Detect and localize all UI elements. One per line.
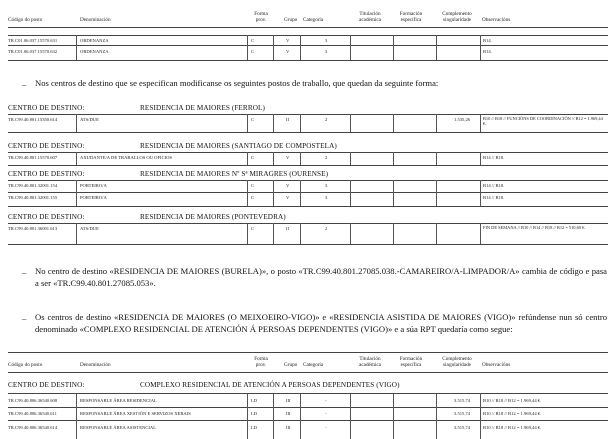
cell-obs: FIN DE SEMANA // B10 // B14 // B18 // B12 = 510,60 €.	[483, 225, 586, 230]
cell-comp: 3.515,74	[454, 411, 471, 416]
cell-obs: B14 // B18.	[483, 195, 505, 200]
cell-code: TR.C99.40.806.36540.614	[8, 425, 58, 430]
cell-code: TR.C99.40.806.36540.611	[8, 411, 57, 416]
cell-cat: 3	[325, 183, 328, 188]
cell-denom: ORDENANZA	[80, 49, 109, 54]
cell-cat: 2	[325, 155, 328, 160]
cell-denom: RESPONSABLE ÁREA ASISTENCIAL	[80, 425, 157, 430]
centre-label: CENTRO DE DESTINO:	[8, 170, 85, 178]
header-complemento: Complemento singularidade	[442, 356, 472, 368]
col-divider	[76, 223, 77, 244]
cell-forma: LD	[251, 411, 258, 416]
cell-code: TR.C01.06.037.15570.631	[8, 38, 58, 43]
cell-cat: -	[325, 425, 327, 430]
centre-name-ferrol: RESIDENCIA DE MAIORES (FERROL)	[140, 104, 265, 112]
col-divider	[273, 180, 274, 206]
col-divider	[480, 180, 481, 206]
col-divider	[300, 35, 301, 60]
cell-obs: B10 // B18 // FUNCIÓNS DE COORDINACIÓN // B12 = 1.969,44 €.	[483, 116, 603, 127]
header-formacion: Formación específica	[399, 11, 423, 23]
col-divider	[76, 180, 77, 206]
col-divider	[76, 35, 77, 60]
centre-label: CENTRO DE DESTINO:	[8, 213, 85, 221]
cell-denom: PORTEIRO/A	[80, 183, 107, 188]
cell-denom: PORTEIRO/A	[80, 195, 107, 200]
col-divider	[480, 152, 481, 165]
paragraph-modifications: Nos centros de destino que se especifican modificanse os seguintes postos de traballo, que quedan da seguinte forma:	[35, 78, 439, 88]
col-divider	[247, 114, 248, 132]
header-observacions: Observacións	[482, 362, 511, 368]
centre-label: CENTRO DE DESTINO:	[8, 381, 85, 389]
cell-forma: LD	[251, 425, 258, 430]
header-rule	[8, 372, 608, 373]
row-rule	[8, 393, 608, 394]
cell-comp: 3.515,74	[454, 398, 471, 403]
row-rule	[8, 420, 608, 421]
col-divider	[350, 180, 351, 206]
header-top-rule	[8, 352, 608, 353]
cell-cat: 2	[325, 117, 328, 122]
col-divider	[350, 152, 351, 165]
cell-code: TR.C01.06.037.15570.632	[8, 49, 58, 54]
cell-cat: 3	[325, 195, 328, 200]
cell-code: TR.C99.40.801.32001.154	[8, 183, 58, 188]
col-divider	[393, 223, 394, 244]
cell-grupo: III	[286, 398, 291, 403]
row-rule	[8, 223, 608, 224]
cell-code: TR.C99.40.801.15350.614	[8, 117, 58, 122]
cell-obs: B14.	[483, 49, 492, 54]
cell-cat: -	[325, 411, 327, 416]
cell-comp: 1.535,26	[454, 117, 471, 122]
cell-denom: ATS/DUE	[80, 226, 99, 231]
col-divider	[273, 223, 274, 244]
cell-code: TR.C99.40.801.36001.613	[8, 226, 58, 231]
header-observacions: Observacións	[482, 17, 511, 23]
col-divider	[393, 35, 394, 60]
row-rule	[8, 35, 608, 36]
header-denominacion: Denominación	[80, 17, 111, 23]
cell-forma: C	[251, 195, 255, 200]
centre-name-vigo-complex: COMPLEXO RESIDENCIAL DE ATENCIÓN A PERSOAS DEPENDENTES (VIGO)	[140, 381, 400, 389]
col-divider	[350, 393, 351, 439]
row-rule	[8, 180, 608, 181]
cell-code: TR.C99.40.801.15570.607	[8, 155, 58, 160]
header-denominacion: Denominación	[80, 362, 111, 368]
col-divider	[480, 223, 481, 244]
centre-label: CENTRO DE DESTINO:	[8, 104, 85, 112]
row-rule	[8, 165, 608, 166]
col-divider	[350, 114, 351, 132]
centre-name-santiago: RESIDENCIA DE MAIORES (SANTIAGO DE COMPOSTELA)	[140, 142, 337, 150]
cell-forma: LD	[251, 398, 258, 403]
cell-forma: C	[251, 49, 255, 54]
bullet-dash: –	[22, 313, 27, 323]
cell-obs: B14.	[483, 38, 492, 43]
col-divider	[436, 152, 437, 165]
centre-label: CENTRO DE DESTINO:	[8, 142, 85, 150]
cell-denom: ATS/DUE	[80, 117, 99, 122]
cell-code: TR.C99.40.806.36540.608	[8, 398, 58, 403]
header-titulacion: Titulación académica	[359, 11, 381, 23]
cell-grupo: V	[286, 155, 290, 160]
cell-grupo: III	[286, 411, 291, 416]
bullet-dash: –	[22, 79, 27, 89]
col-divider	[273, 152, 274, 165]
col-divider	[300, 180, 301, 206]
col-divider	[273, 114, 274, 132]
cell-obs: B10 // B18 // B12 = 1.969,44 €.	[483, 411, 542, 416]
row-rule	[8, 206, 608, 207]
cell-forma: C	[251, 183, 255, 188]
col-divider	[436, 180, 437, 206]
cell-denom: ORDENANZA	[80, 38, 109, 43]
cell-forma: C	[251, 117, 255, 122]
centre-name-ourense: RESIDENCIA DE MAIORES Nº Sª MIRAGRES (OURENSE)	[140, 170, 329, 178]
col-divider	[247, 393, 248, 439]
cell-cat: 3	[325, 49, 328, 54]
col-divider	[436, 35, 437, 60]
cell-grupo: II	[286, 226, 290, 231]
cell-obs: B10 // B18 // B12 = 1.969,44 €.	[483, 425, 542, 430]
cell-cat: -	[325, 398, 327, 403]
cell-forma: C	[251, 38, 255, 43]
header-rule	[8, 27, 608, 28]
col-divider	[247, 223, 248, 244]
cell-grupo: V	[286, 183, 290, 188]
header-forma: Forma prov.	[254, 11, 268, 23]
row-rule	[8, 45, 608, 46]
col-divider	[393, 152, 394, 165]
col-divider	[247, 35, 248, 60]
header-grupo: Grupo	[284, 17, 298, 23]
cell-grupo: III	[286, 425, 291, 430]
header-formacion: Formación específica	[399, 356, 423, 368]
header-categoria: Categoría	[303, 17, 324, 23]
row-rule	[8, 192, 608, 193]
row-rule	[8, 244, 608, 245]
col-divider	[273, 35, 274, 60]
col-divider	[480, 35, 481, 60]
header-codigo: Código do posto	[8, 362, 43, 368]
row-rule	[8, 152, 608, 153]
col-divider	[480, 114, 481, 132]
cell-comp: 3.515,74	[454, 425, 471, 430]
col-divider	[393, 180, 394, 206]
col-divider	[393, 393, 394, 439]
col-divider	[436, 114, 437, 132]
cell-grupo: V	[286, 49, 290, 54]
header-titulacion: Titulación académica	[359, 356, 381, 368]
row-rule	[8, 60, 608, 61]
col-divider	[273, 393, 274, 439]
cell-cat: 3	[325, 38, 328, 43]
header-categoria: Categoría	[303, 362, 324, 368]
col-divider	[76, 152, 77, 165]
cell-denom: RESPONSABLE ÁREA XESTIÓN E SERVIZOS XERAIS	[80, 411, 191, 416]
header-complemento: Complemento singularidade	[442, 11, 472, 23]
col-divider	[436, 223, 437, 244]
centre-name-pontevedra: RESIDENCIA DE MAIORES (PONTEVEDRA)	[140, 213, 286, 221]
col-divider	[300, 393, 301, 439]
header-grupo: Grupo	[284, 362, 298, 368]
cell-obs: B10 // B18 // B12 = 1.969,44 €.	[483, 398, 542, 403]
col-divider	[393, 114, 394, 132]
col-divider	[76, 393, 77, 439]
col-divider	[436, 393, 437, 439]
cell-obs: B14 // B18.	[483, 155, 505, 160]
cell-code: TR.C99.40.801.32001.155	[8, 195, 58, 200]
paragraph-vigo-merger: Os centros de destino «RESIDENCIA DE MAIORES (O MEIXOEIRO-VIGO)» e «RESIDENCIA ASISTIDA DE MAIORES (VIGO)» refúndense nun só centro denominado «COMPLEXO RESIDENCIAL DE ATENCIÓN Á PERSOAS DEPENDENTES (VIGO)» e a súa RPT quedaría como segue:	[35, 312, 607, 334]
row-rule	[8, 114, 608, 115]
col-divider	[76, 114, 77, 132]
cell-grupo: V	[286, 38, 290, 43]
cell-grupo: II	[286, 117, 290, 122]
bullet-dash: –	[22, 267, 27, 277]
col-divider	[350, 223, 351, 244]
header-forma: Forma prov.	[254, 356, 268, 368]
col-divider	[247, 152, 248, 165]
cell-obs: B14 // B18.	[483, 183, 505, 188]
cell-denom: AXUDANTE/A DE TRABALLOS OU OFICIOS	[80, 155, 173, 160]
cell-forma: C	[251, 226, 255, 231]
cell-cat: 2	[325, 226, 328, 231]
col-divider	[480, 393, 481, 439]
cell-forma: C	[251, 155, 255, 160]
col-divider	[300, 152, 301, 165]
col-divider	[350, 35, 351, 60]
header-codigo: Código do posto	[8, 17, 43, 23]
cell-grupo: V	[286, 195, 290, 200]
row-rule	[8, 132, 608, 133]
row-rule	[8, 407, 608, 408]
col-divider	[300, 114, 301, 132]
col-divider	[300, 223, 301, 244]
col-divider	[247, 180, 248, 206]
cell-denom: RESPONSABLE ÁREA RESIDENCIAL	[80, 398, 157, 403]
paragraph-burela: No centro de destino «RESIDENCIA DE MAIORES (BURELA)», o posto «TR.C99.40.801.27085.038.-CAMAREIRO/A-LIMPADOR/A» cambia de código e pasa a ser «TR.C99.40.801.27085.053».	[35, 266, 607, 288]
